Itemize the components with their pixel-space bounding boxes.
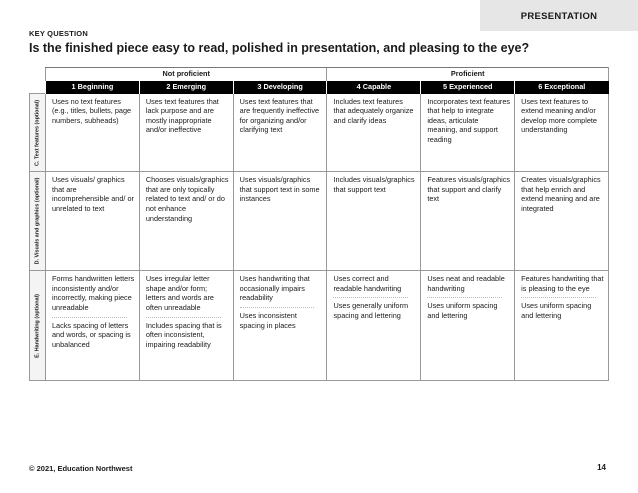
descriptor: Forms handwritten letters inconsistently and/or incorrectly, making piece unreadable: [52, 274, 135, 312]
rubric-cell: [421, 271, 515, 381]
rubric-cell: [327, 94, 421, 172]
rubric-cell: [515, 271, 609, 381]
dotted-divider: [427, 297, 502, 298]
descriptor: Uses irregular letter shape and/or form; letters and words are often unreadable: [145, 274, 214, 312]
dotted-divider: [521, 297, 596, 298]
descriptor: Incorporates text features that help to integrate ideas, articulate meaning, and support reading: [427, 96, 511, 144]
descriptor: Uses visuals/ graphics that are incomprehensible and/ or unrelated to text: [52, 175, 134, 213]
page-number: 14: [597, 463, 606, 472]
descriptor: Features handwriting that is pleasing to the eye: [521, 274, 604, 293]
row-label: [30, 94, 46, 172]
row-label-text: C. Text features (optional): [33, 99, 40, 166]
row-label: [30, 172, 46, 271]
descriptor: Uses correct and readable handwriting: [333, 274, 402, 293]
descriptor: Uses uniform spacing and lettering: [427, 301, 498, 320]
row-label: [30, 271, 46, 381]
level-header: 2 Emerging: [139, 81, 233, 94]
proficiency-group-row: [30, 68, 609, 81]
rubric-row-visuals-graphics: [30, 172, 609, 271]
rubric-row-text-features: [30, 94, 609, 172]
rubric-cell: [327, 172, 421, 271]
level-header: 4 Capable: [327, 81, 421, 94]
rubric-cell: [46, 172, 140, 271]
row-label-text: D. Visuals and graphics (optional): [33, 177, 40, 265]
descriptor: Uses text features that are frequently ineffective for organizing and/or clarifying text: [239, 96, 320, 135]
descriptor: Creates visuals/graphics that help enrich and extend meaning and are integrated: [521, 175, 601, 213]
descriptor: Uses visuals/graphics that support text in some instances: [239, 175, 320, 204]
descriptor: Uses text features that lack purpose and are mostly inappropriate and/or ineffective: [145, 96, 219, 135]
level-header: 3 Developing: [233, 81, 327, 94]
rubric-cell: [421, 94, 515, 172]
descriptor: Uses handwriting that occasionally impairs readability: [239, 274, 310, 303]
descriptor: Uses generally uniform spacing and lettering: [333, 301, 409, 320]
descriptor: Uses uniform spacing and lettering: [521, 301, 592, 320]
rubric-cell: [139, 172, 233, 271]
rubric-cell: [515, 172, 609, 271]
key-question-heading: Is the finished piece easy to read, polished in presentation, and pleasing to the eye?: [29, 41, 530, 55]
key-question-label: KEY QUESTION: [29, 29, 88, 38]
descriptor: Includes text features that adequately organize and clarify ideas: [333, 96, 414, 125]
dotted-divider: [333, 297, 408, 298]
descriptor: Includes visuals/graphics that support text: [333, 175, 415, 194]
rubric-cell: [327, 271, 421, 381]
group-not-proficient: Not proficient: [46, 68, 327, 81]
level-header: 6 Exceptional: [515, 81, 609, 94]
rubric-cell: [139, 271, 233, 381]
descriptor: Chooses visuals/graphics that are only topically related to text and/ or do not enhance understanding: [145, 175, 229, 223]
rubric-cell: [421, 172, 515, 271]
level-header-row: [30, 81, 609, 94]
descriptor: Uses neat and readable handwriting: [427, 274, 505, 293]
level-header: 5 Experienced: [421, 81, 515, 94]
dotted-divider: [240, 307, 315, 308]
dotted-divider: [146, 317, 221, 318]
rubric-cell: [46, 271, 140, 381]
row-label-text: E. Handwriting (optional): [33, 293, 40, 358]
rubric-cell: [233, 271, 327, 381]
rubric-cell: [233, 172, 327, 271]
descriptor: Lacks spacing of letters and words, or spacing is unbalanced: [52, 320, 131, 349]
rubric-row-handwriting: [30, 271, 609, 381]
descriptor: Features visuals/graphics that support and clarify text: [427, 175, 511, 204]
descriptor: Uses text features to extend meaning and/or develop more complete understanding: [521, 96, 597, 135]
rubric-cell: [233, 94, 327, 172]
rubric-cell: [515, 94, 609, 172]
copyright: © 2021, Education Northwest: [29, 464, 133, 473]
level-header: 1 Beginning: [46, 81, 140, 94]
rubric-cell: [46, 94, 140, 172]
group-proficient: Proficient: [327, 68, 609, 81]
section-tab: PRESENTATION: [480, 0, 638, 31]
rubric-table: [29, 67, 609, 381]
descriptor: Uses no text features (e.g., titles, bullets, page numbers, subheads): [52, 96, 132, 125]
descriptor: Includes spacing that is often inconsistent, impairing readability: [145, 320, 222, 349]
descriptor: Uses inconsistent spacing in places: [239, 310, 297, 330]
dotted-divider: [52, 317, 127, 318]
rubric-cell: [139, 94, 233, 172]
